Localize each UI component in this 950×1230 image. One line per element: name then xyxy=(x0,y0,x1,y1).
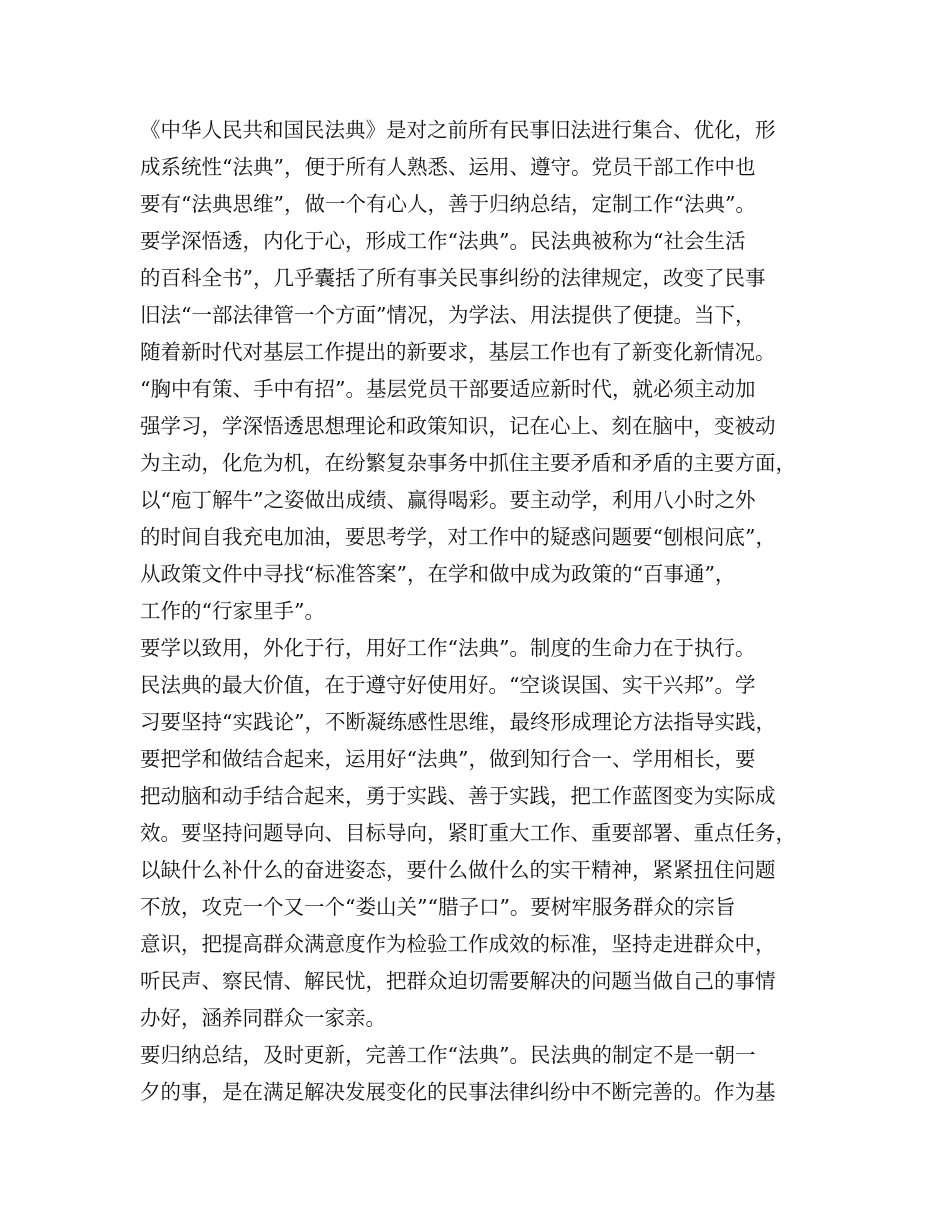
text-line: 以“庖丁解牛”之姿做出成绩、赢得喝彩。要主动学，利用八小时之外 xyxy=(140,488,756,512)
text-line: 民法典的最大价值，在于遵守好使用好。“空谈误国、实干兴邦”。学 xyxy=(140,673,756,697)
text-line: 把动脑和动手结合起来，勇于实践、善于实践，把工作蓝图变为实际成 xyxy=(140,784,776,808)
text-line: 要归纳总结，及时更新，完善工作“法典”。民法典的制定不是一朝一 xyxy=(140,1043,756,1067)
text-line: 要把学和做结合起来，运用好“法典”，做到知行合一、学用相长，要 xyxy=(140,747,756,771)
text-line: 工作的“行家里手”。 xyxy=(140,599,325,623)
text-line: 意识，把提高群众满意度作为检验工作成效的标准，坚持走进群众中， xyxy=(140,932,776,956)
text-line: 要学以致用，外化于行，用好工作“法典”。制度的生命力在于执行。 xyxy=(140,636,756,660)
text-line: 不放，攻克一个又一个“娄山关”“腊子口”。要树牢服务群众的宗旨 xyxy=(140,895,736,919)
text-line: “胸中有策、手中有招”。基层党员干部要适应新时代，就必须主动加 xyxy=(140,377,756,401)
text-line: 效。要坚持问题导向、目标导向，紧盯重大工作、重要部署、重点任务， xyxy=(140,821,796,845)
text-line: 为主动，化危为机，在纷繁复杂事务中抓住主要矛盾和矛盾的主要方面， xyxy=(140,451,796,475)
text-line: 办好，涵养同群众一家亲。 xyxy=(140,1006,386,1030)
text-line: 的时间自我充电加油，要思考学，对工作中的疑惑问题要“刨根问底”， xyxy=(140,525,776,549)
text-line: 强学习，学深悟透思想理论和政策知识，记在心上、刻在脑中，变被动 xyxy=(140,414,776,438)
text-line: 旧法“一部法律管一个方面”情况，为学法、用法提供了便捷。当下， xyxy=(140,303,756,327)
text-line: 随着新时代对基层工作提出的新要求，基层工作也有了新变化新情况。 xyxy=(140,340,776,364)
text-line: 的百科全书”，几乎囊括了所有事关民事纠纷的法律规定，改变了民事 xyxy=(140,266,766,290)
text-line: 夕的事，是在满足解决发展变化的民事法律纠纷中不断完善的。作为基 xyxy=(140,1080,776,1104)
text-line: 从政策文件中寻找“标准答案”，在学和做中成为政策的“百事通”， xyxy=(140,562,736,586)
text-line: 以缺什么补什么的奋进姿态，要什么做什么的实干精神，紧紧扭住问题 xyxy=(140,858,776,882)
text-line: 成系统性“法典”，便于所有人熟悉、运用、遵守。党员干部工作中也 xyxy=(140,155,756,179)
text-line: 习要坚持“实践论”，不断凝练感性思维，最终形成理论方法指导实践， xyxy=(140,710,776,734)
text-line: 《中华人民共和国民法典》是对之前所有民事旧法进行集合、优化，形 xyxy=(140,118,776,142)
text-line: 要有“法典思维”，做一个有心人，善于归纳总结，定制工作“法典”。 xyxy=(140,192,756,216)
text-line: 要学深悟透，内化于心，形成工作“法典”。民法典被称为“社会生活 xyxy=(140,229,746,253)
document-body xyxy=(140,112,830,1111)
text-line: 听民声、察民情、解民忧，把群众迫切需要解决的问题当做自己的事情 xyxy=(140,969,776,993)
